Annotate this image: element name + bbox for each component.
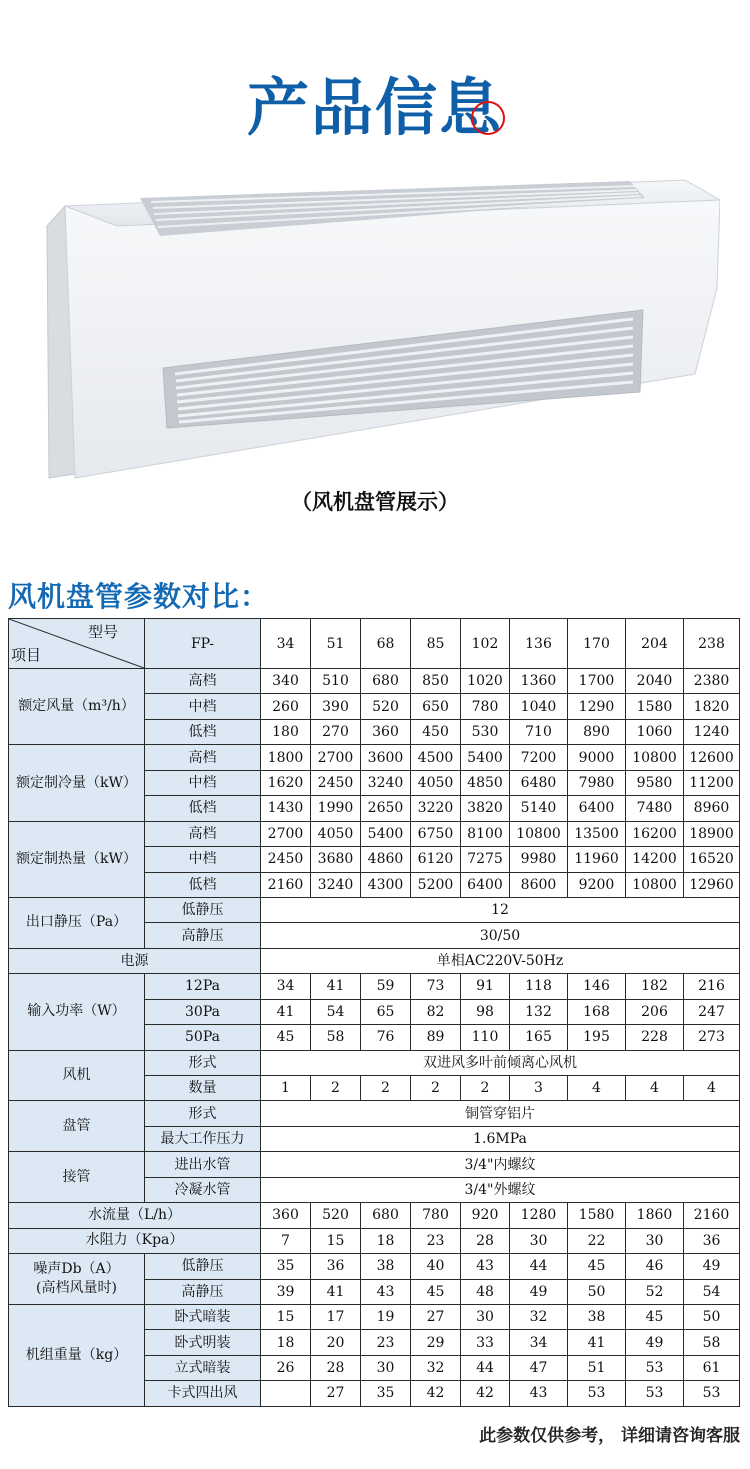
row-group-cell: 风机 xyxy=(9,1050,145,1101)
value-cell: 49 xyxy=(626,1330,684,1355)
value-cell: 53 xyxy=(568,1381,626,1406)
row-sub-cell: 低静压 xyxy=(145,1254,261,1279)
value-cell: 30 xyxy=(626,1228,684,1253)
value-cell: 41 xyxy=(261,999,311,1024)
footer-note: 此参数仅供参考， 详细请咨询客服 xyxy=(479,1426,740,1446)
value-cell: 4050 xyxy=(411,770,461,795)
value-cell: 35 xyxy=(361,1381,411,1406)
value-cell: 510 xyxy=(311,669,361,694)
value-cell: 1800 xyxy=(261,745,311,770)
value-cell: 17 xyxy=(311,1304,361,1329)
row-group-cell: 额定风量（m³/h） xyxy=(9,669,145,745)
value-cell: 6750 xyxy=(411,821,461,846)
row-group-cell: 盘管 xyxy=(9,1101,145,1152)
value-cell: 520 xyxy=(361,694,411,719)
value-cell: 4050 xyxy=(311,821,361,846)
row-sub-cell: 形式 xyxy=(145,1101,261,1126)
row-sub-cell: 12Pa xyxy=(145,974,261,999)
value-cell: 45 xyxy=(411,1279,461,1304)
value-cell: 12600 xyxy=(684,745,740,770)
value-cell: 45 xyxy=(568,1254,626,1279)
corner-item-label: 项目 xyxy=(11,646,42,664)
value-cell: 33 xyxy=(461,1330,510,1355)
value-cell: 27 xyxy=(411,1304,461,1329)
model-cell: 170 xyxy=(568,619,626,669)
merged-value-cell: 铜管穿铝片 xyxy=(261,1101,740,1126)
value-cell: 16200 xyxy=(626,821,684,846)
value-cell: 22 xyxy=(568,1228,626,1253)
value-cell: 27 xyxy=(311,1381,361,1406)
value-cell: 1620 xyxy=(261,770,311,795)
value-cell: 340 xyxy=(261,669,311,694)
value-cell: 28 xyxy=(461,1228,510,1253)
model-cell: 238 xyxy=(684,619,740,669)
row-sub-cell: 数量 xyxy=(145,1076,261,1101)
value-cell: 3600 xyxy=(361,745,411,770)
value-cell: 2380 xyxy=(684,669,740,694)
value-cell: 28 xyxy=(311,1355,361,1380)
row-sub-cell: 低静压 xyxy=(145,897,261,922)
value-cell: 4850 xyxy=(461,770,510,795)
value-cell: 6480 xyxy=(510,770,568,795)
value-cell: 89 xyxy=(411,1025,461,1050)
value-cell: 58 xyxy=(684,1330,740,1355)
value-cell: 7480 xyxy=(626,796,684,821)
value-cell: 44 xyxy=(461,1355,510,1380)
model-cell: 34 xyxy=(261,619,311,669)
table-row xyxy=(9,821,740,846)
value-cell: 30 xyxy=(461,1304,510,1329)
value-cell: 2650 xyxy=(361,796,411,821)
value-cell: 16520 xyxy=(684,847,740,872)
model-cell: 68 xyxy=(361,619,411,669)
value-cell: 58 xyxy=(311,1025,361,1050)
table-row xyxy=(9,1203,740,1228)
value-cell: 110 xyxy=(461,1025,510,1050)
row-sub-cell: 低档 xyxy=(145,719,261,744)
merged-value-cell: 3/4"外螺纹 xyxy=(261,1177,740,1202)
value-cell: 195 xyxy=(568,1025,626,1050)
value-cell: 680 xyxy=(361,1203,411,1228)
row-sub-cell: 进出水管 xyxy=(145,1152,261,1177)
model-cell: 136 xyxy=(510,619,568,669)
table-row xyxy=(9,1304,740,1329)
value-cell: 6400 xyxy=(461,872,510,897)
row-sub-cell: 高静压 xyxy=(145,1279,261,1304)
value-cell: 1360 xyxy=(510,669,568,694)
value-cell: 9000 xyxy=(568,745,626,770)
value-cell: 1820 xyxy=(684,694,740,719)
value-cell: 41 xyxy=(311,974,361,999)
value-cell: 82 xyxy=(411,999,461,1024)
value-cell: 6400 xyxy=(568,796,626,821)
value-cell: 30 xyxy=(510,1228,568,1253)
value-cell: 43 xyxy=(510,1381,568,1406)
value-cell: 1 xyxy=(261,1076,311,1101)
row-group-cell: 水阻力（Kpa） xyxy=(9,1228,261,1253)
row-group-cell: 接管 xyxy=(9,1152,145,1203)
value-cell: 1860 xyxy=(626,1203,684,1228)
value-cell: 2 xyxy=(461,1076,510,1101)
value-cell: 3220 xyxy=(411,796,461,821)
row-sub-cell: 立式暗装 xyxy=(145,1355,261,1380)
page-title: 产品信息 xyxy=(246,71,503,144)
value-cell: 14200 xyxy=(626,847,684,872)
corner-model-label: 型号 xyxy=(87,623,118,641)
value-cell: 780 xyxy=(411,1203,461,1228)
value-cell: 680 xyxy=(361,669,411,694)
row-group-cell: 输入功率（W） xyxy=(9,974,145,1050)
value-cell: 45 xyxy=(261,1025,311,1050)
model-cell: 85 xyxy=(411,619,461,669)
value-cell: 360 xyxy=(361,719,411,744)
value-cell: 7200 xyxy=(510,745,568,770)
table-row xyxy=(9,948,740,973)
row-group-cell: 电源 xyxy=(9,948,261,973)
merged-value-cell: 12 xyxy=(261,897,740,922)
row-sub-cell: 高静压 xyxy=(145,923,261,948)
value-cell: 2 xyxy=(411,1076,461,1101)
value-cell: 10800 xyxy=(510,821,568,846)
value-cell: 15 xyxy=(311,1228,361,1253)
value-cell: 50 xyxy=(684,1304,740,1329)
value-cell: 2160 xyxy=(261,872,311,897)
value-cell: 38 xyxy=(568,1304,626,1329)
value-cell: 216 xyxy=(684,974,740,999)
value-cell: 54 xyxy=(684,1279,740,1304)
row-sub-cell: 冷凝水管 xyxy=(145,1177,261,1202)
value-cell: 49 xyxy=(684,1254,740,1279)
table-row xyxy=(9,1101,740,1126)
row-sub-cell: 30Pa xyxy=(145,999,261,1024)
value-cell: 247 xyxy=(684,999,740,1024)
value-cell: 35 xyxy=(261,1254,311,1279)
value-cell: 5200 xyxy=(411,872,461,897)
value-cell: 146 xyxy=(568,974,626,999)
merged-value-cell: 单相AC220V-50Hz xyxy=(261,948,740,973)
value-cell: 5400 xyxy=(361,821,411,846)
row-sub-cell: 低档 xyxy=(145,872,261,897)
value-cell: 8600 xyxy=(510,872,568,897)
value-cell: 180 xyxy=(261,719,311,744)
spec-table xyxy=(8,618,740,1407)
table-row xyxy=(9,1254,740,1279)
value-cell: 206 xyxy=(626,999,684,1024)
value-cell: 2040 xyxy=(626,669,684,694)
value-cell: 47 xyxy=(510,1355,568,1380)
value-cell: 2160 xyxy=(684,1203,740,1228)
model-cell: 204 xyxy=(626,619,684,669)
value-cell: 450 xyxy=(411,719,461,744)
value-cell: 5140 xyxy=(510,796,568,821)
value-cell: 98 xyxy=(461,999,510,1024)
value-cell: 43 xyxy=(461,1254,510,1279)
value-cell: 40 xyxy=(411,1254,461,1279)
value-cell: 2450 xyxy=(311,770,361,795)
value-cell: 73 xyxy=(411,974,461,999)
value-cell: 4300 xyxy=(361,872,411,897)
value-cell: 26 xyxy=(261,1355,311,1380)
value-cell: 530 xyxy=(461,719,510,744)
row-sub-cell: 形式 xyxy=(145,1050,261,1075)
value-cell: 2700 xyxy=(311,745,361,770)
value-cell: 2450 xyxy=(261,847,311,872)
row-sub-cell: 50Pa xyxy=(145,1025,261,1050)
value-cell: 34 xyxy=(261,974,311,999)
value-cell: 1430 xyxy=(261,796,311,821)
value-cell: 8100 xyxy=(461,821,510,846)
value-cell: 9980 xyxy=(510,847,568,872)
value-cell: 65 xyxy=(361,999,411,1024)
value-cell: 29 xyxy=(411,1330,461,1355)
value-cell: 91 xyxy=(461,974,510,999)
value-cell: 260 xyxy=(261,694,311,719)
value-cell: 3820 xyxy=(461,796,510,821)
value-cell: 650 xyxy=(411,694,461,719)
value-cell: 18 xyxy=(361,1228,411,1253)
value-cell: 23 xyxy=(361,1330,411,1355)
value-cell: 59 xyxy=(361,974,411,999)
row-group-cell: 机组重量（kg） xyxy=(9,1304,145,1406)
value-cell: 32 xyxy=(411,1355,461,1380)
value-cell: 168 xyxy=(568,999,626,1024)
value-cell: 2 xyxy=(361,1076,411,1101)
value-cell: 54 xyxy=(311,999,361,1024)
value-cell: 1580 xyxy=(626,694,684,719)
value-cell: 30 xyxy=(361,1355,411,1380)
value-cell: 7980 xyxy=(568,770,626,795)
value-cell: 76 xyxy=(361,1025,411,1050)
corner-header-cell xyxy=(9,619,145,669)
value-cell: 2 xyxy=(311,1076,361,1101)
value-cell: 45 xyxy=(626,1304,684,1329)
table-row xyxy=(9,1152,740,1177)
value-cell: 52 xyxy=(626,1279,684,1304)
model-cell: 102 xyxy=(461,619,510,669)
row-sub-cell: 卧式明装 xyxy=(145,1330,261,1355)
value-cell: 520 xyxy=(311,1203,361,1228)
value-cell: 3240 xyxy=(361,770,411,795)
value-cell: 32 xyxy=(510,1304,568,1329)
row-group-cell: 水流量（L/h） xyxy=(9,1203,261,1228)
value-cell: 1290 xyxy=(568,694,626,719)
value-cell: 53 xyxy=(626,1355,684,1380)
value-cell: 4 xyxy=(568,1076,626,1101)
value-cell: 165 xyxy=(510,1025,568,1050)
value-cell: 1280 xyxy=(510,1203,568,1228)
value-cell: 23 xyxy=(411,1228,461,1253)
value-cell: 4 xyxy=(684,1076,740,1101)
table-row xyxy=(9,669,740,694)
value-cell: 7 xyxy=(261,1228,311,1253)
value-cell: 6120 xyxy=(411,847,461,872)
value-cell: 61 xyxy=(684,1355,740,1380)
value-cell: 19 xyxy=(361,1304,411,1329)
value-cell: 710 xyxy=(510,719,568,744)
value-cell: 228 xyxy=(626,1025,684,1050)
image-caption: （风机盘管展示） xyxy=(291,490,459,514)
value-cell: 9580 xyxy=(626,770,684,795)
row-sub-cell: 卡式四出风 xyxy=(145,1381,261,1406)
model-cell: 51 xyxy=(311,619,361,669)
value-cell: 44 xyxy=(510,1254,568,1279)
row-sub-cell: 高档 xyxy=(145,821,261,846)
value-cell: 4500 xyxy=(411,745,461,770)
value-cell: 46 xyxy=(626,1254,684,1279)
value-cell: 53 xyxy=(684,1381,740,1406)
value-cell: 49 xyxy=(510,1279,568,1304)
value-cell: 920 xyxy=(461,1203,510,1228)
value-cell: 53 xyxy=(626,1381,684,1406)
merged-value-cell: 3/4"内螺纹 xyxy=(261,1152,740,1177)
value-cell: 42 xyxy=(411,1381,461,1406)
red-circle-mark xyxy=(471,101,505,135)
value-cell: 8960 xyxy=(684,796,740,821)
value-cell: 36 xyxy=(684,1228,740,1253)
value-cell: 20 xyxy=(311,1330,361,1355)
value-cell: 360 xyxy=(261,1203,311,1228)
value-cell: 15 xyxy=(261,1304,311,1329)
value-cell: 4 xyxy=(626,1076,684,1101)
row-sub-cell: 中档 xyxy=(145,847,261,872)
fan-coil-unit-image xyxy=(45,178,720,483)
value-cell: 132 xyxy=(510,999,568,1024)
value-cell: 38 xyxy=(361,1254,411,1279)
model-prefix-cell: FP- xyxy=(145,619,261,669)
value-cell: 182 xyxy=(626,974,684,999)
row-sub-cell: 高档 xyxy=(145,669,261,694)
row-sub-cell: 低档 xyxy=(145,796,261,821)
value-cell: 3 xyxy=(510,1076,568,1101)
section-title: 风机盘管参数对比： xyxy=(8,580,270,613)
value-cell: 1060 xyxy=(626,719,684,744)
table-row xyxy=(9,897,740,922)
value-cell: 3680 xyxy=(311,847,361,872)
value-cell: 1990 xyxy=(311,796,361,821)
value-cell: 270 xyxy=(311,719,361,744)
row-group-cell: 噪声Db（A） (高档风量时) xyxy=(9,1254,145,1305)
row-group-cell: 额定制冷量（kW） xyxy=(9,745,145,821)
row-sub-cell: 最大工作压力 xyxy=(145,1126,261,1151)
value-cell: 2700 xyxy=(261,821,311,846)
value-cell: 1240 xyxy=(684,719,740,744)
merged-value-cell: 1.6MPa xyxy=(261,1126,740,1151)
merged-value-cell: 双进风多叶前倾离心风机 xyxy=(261,1050,740,1075)
value-cell: 48 xyxy=(461,1279,510,1304)
table-row xyxy=(9,974,740,999)
value-cell: 4860 xyxy=(361,847,411,872)
value-cell: 51 xyxy=(568,1355,626,1380)
row-sub-cell: 中档 xyxy=(145,694,261,719)
value-cell: 41 xyxy=(311,1279,361,1304)
value-cell: 5400 xyxy=(461,745,510,770)
value-cell: 273 xyxy=(684,1025,740,1050)
merged-value-cell: 30/50 xyxy=(261,923,740,948)
value-cell: 36 xyxy=(311,1254,361,1279)
row-sub-cell: 卧式暗装 xyxy=(145,1304,261,1329)
value-cell: 1020 xyxy=(461,669,510,694)
value-cell: 13500 xyxy=(568,821,626,846)
value-cell: 18 xyxy=(261,1330,311,1355)
value-cell: 10800 xyxy=(626,872,684,897)
value-cell: 9200 xyxy=(568,872,626,897)
value-cell: 39 xyxy=(261,1279,311,1304)
row-sub-cell: 中档 xyxy=(145,770,261,795)
value-cell: 390 xyxy=(311,694,361,719)
value-cell: 1700 xyxy=(568,669,626,694)
value-cell: 890 xyxy=(568,719,626,744)
value-cell: 18900 xyxy=(684,821,740,846)
value-cell: 43 xyxy=(361,1279,411,1304)
value-cell: 50 xyxy=(568,1279,626,1304)
value-cell: 10800 xyxy=(626,745,684,770)
value-cell: 11960 xyxy=(568,847,626,872)
value-cell: 850 xyxy=(411,669,461,694)
table-header-row xyxy=(9,619,740,669)
value-cell: 118 xyxy=(510,974,568,999)
row-sub-cell: 高档 xyxy=(145,745,261,770)
value-cell: 780 xyxy=(461,694,510,719)
row-group-cell: 出口静压（Pa） xyxy=(9,897,145,948)
table-row xyxy=(9,1228,740,1253)
value-cell: 34 xyxy=(510,1330,568,1355)
value-cell: 42 xyxy=(461,1381,510,1406)
value-cell xyxy=(261,1381,311,1406)
value-cell: 1580 xyxy=(568,1203,626,1228)
value-cell: 7275 xyxy=(461,847,510,872)
table-row xyxy=(9,1050,740,1075)
value-cell: 11200 xyxy=(684,770,740,795)
row-group-cell: 额定制热量（kW） xyxy=(9,821,145,897)
table-row xyxy=(9,745,740,770)
value-cell: 12960 xyxy=(684,872,740,897)
value-cell: 41 xyxy=(568,1330,626,1355)
value-cell: 3240 xyxy=(311,872,361,897)
value-cell: 1040 xyxy=(510,694,568,719)
